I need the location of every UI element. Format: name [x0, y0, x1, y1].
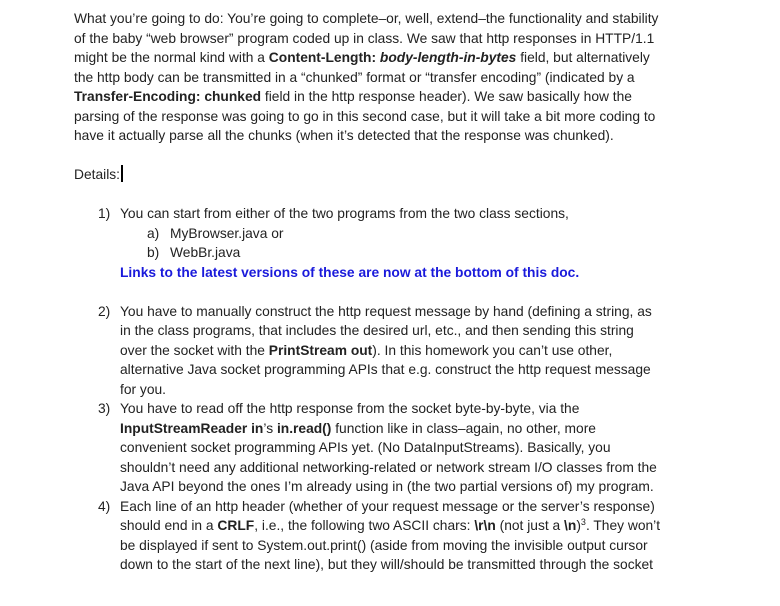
sub-list-letter: a) — [147, 225, 160, 241]
text-cursor — [121, 165, 123, 182]
sub-list-text: MyBrowser.java or — [170, 225, 284, 241]
sub-list-letter: b) — [147, 245, 160, 260]
list-item — [74, 302, 714, 400]
text-line: You can start from either of the two programs from the two class sections, — [120, 206, 569, 221]
text-line: be displayed if sent to System.out.print() (aside from moving the invisible output cursor — [120, 537, 648, 553]
sub-list-item — [74, 243, 714, 263]
text-line: InputStreamReader in’s in.read() function like in class–again, no other, more — [120, 420, 596, 436]
sub-list-text: WebBr.java — [170, 245, 241, 260]
document-body — [74, 9, 714, 575]
text-line: convenient socket programming APIs yet. (No DataInputStreams). Basically, you — [120, 440, 611, 455]
list-number: 3) — [98, 401, 111, 416]
text-line: might be the normal kind with a Content-Length: body-length-in-bytes field, but alternatively — [74, 50, 650, 65]
text-line: of the baby “web browser” program coded up in class. We saw that http responses in HTTP/1.1 — [74, 30, 655, 46]
bold-italic-text: body-length-in-bytes — [379, 50, 517, 65]
text-line: You have to read off the http response from the socket byte-by-byte, via the — [120, 401, 580, 416]
text-line: in the class programs, that includes the desired url, etc., and then sending this string — [120, 323, 634, 338]
list-number: 2) — [98, 303, 111, 319]
text-line: for you. — [120, 381, 167, 397]
text-line: should end in a CRLF, i.e., the following two ASCII chars: \r\n (not just a \n)$^3$. They won’t — [120, 517, 661, 533]
details-heading — [74, 165, 714, 185]
text-line: the http body can be transmitted in a “chunked” format or “transfer encoding” (indicated by a — [74, 69, 635, 85]
text-line: have it actually parse all the chunks (when it’s detected that the response was chunked). — [74, 128, 614, 143]
footnote-ref[interactable]: 3 — [580, 517, 586, 527]
text-line: alternative Java socket programming APIs that e.g. construct the http request message — [120, 362, 651, 377]
links-note: Links to the latest versions of these are now at the bottom of this doc. — [120, 264, 580, 280]
text-line: What you’re going to do: You’re going to complete–or, well, extend–the functionality and stability — [74, 11, 659, 26]
text-line: Java API beyond the ones I’m already using in (the two partial versions of) my program. — [120, 479, 654, 494]
bold-text: CRLF — [217, 518, 255, 533]
numbered-list — [74, 204, 714, 575]
intro-paragraph — [74, 9, 714, 146]
text-line: down to the start of the next line), but they will/should be transmitted through the socket — [120, 557, 654, 572]
bold-text: InputStreamReader in — [120, 420, 264, 436]
bold-text: Content-Length: — [268, 50, 380, 65]
bold-text: \r\n — [474, 518, 496, 533]
bold-text: \n — [564, 518, 577, 533]
text-line: Transfer-Encoding: chunked field in the http response header). We saw basically how the — [74, 89, 632, 104]
sub-list-item — [74, 224, 714, 244]
list-item — [74, 497, 714, 575]
details-label: Details: — [74, 167, 121, 182]
text-line: shouldn’t need any additional networking-related or network stream I/O classes from the — [120, 459, 657, 475]
text-line: over the socket with the PrintStream out). In this homework you can’t use other, — [120, 342, 613, 358]
bold-text: Transfer-Encoding: chunked — [74, 89, 262, 104]
text-line: parsing of the response was going to go in this second case, but it will take a bit more coding to — [74, 108, 656, 124]
list-number: 4) — [98, 498, 111, 514]
text-line: Each line of an http header (whether of your request message or the server’s response) — [120, 498, 655, 514]
bold-text: PrintStream out — [268, 342, 373, 358]
bold-text: in.read() — [276, 420, 332, 436]
text-line: You have to manually construct the http request message by hand (defining a string, as — [120, 303, 652, 319]
list-item — [74, 204, 714, 282]
list-item — [74, 399, 714, 497]
list-number: 1) — [98, 206, 111, 221]
